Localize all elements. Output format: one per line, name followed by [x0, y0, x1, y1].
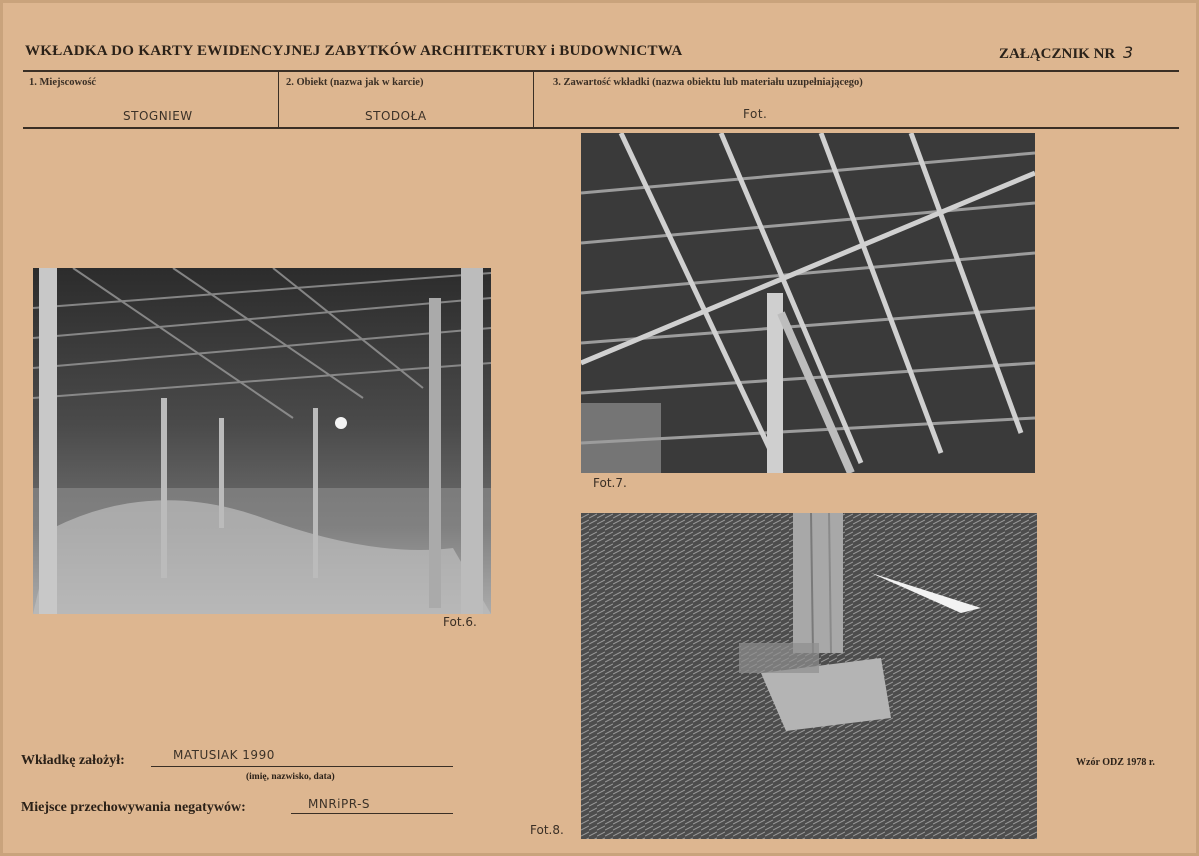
- created-by-line: [151, 766, 453, 767]
- photo-6-barn-interior: [33, 268, 491, 614]
- negatives-location-value: MNRiPR-S: [308, 797, 371, 811]
- negatives-location-label: Miejsce przechowywania negatywów:: [21, 800, 246, 815]
- attachment-label-text: ZAŁĄCZNIK NR: [999, 46, 1116, 62]
- content-label: 3. Zawartość wkładki (nazwa obiektu lub materiału uzupełniającego): [553, 77, 863, 88]
- locality-value: STOGNIEW: [123, 109, 193, 123]
- form-template-id: Wzór ODZ 1978 r.: [1076, 757, 1155, 768]
- created-by-label: Wkładkę założył:: [21, 753, 125, 768]
- card-title: WKŁADKA DO KARTY EWIDENCYJNEJ ZABYTKÓW ARCHITEKTURY i BUDOWNICTWA: [25, 43, 683, 59]
- created-by-hint: (imię, nazwisko, data): [246, 772, 335, 782]
- content-value: Fot.: [743, 107, 768, 121]
- object-value: STODOŁA: [365, 109, 427, 123]
- object-label: 2. Obiekt (nazwa jak w karcie): [286, 77, 424, 88]
- created-by-value: MATUSIAK 1990: [173, 748, 275, 762]
- field-divider-2: [533, 71, 534, 127]
- header-top-rule: [23, 70, 1179, 72]
- photo-8-caption: Fot.8.: [530, 823, 564, 837]
- locality-label: 1. Miejscowość: [29, 77, 97, 88]
- photo-7-caption: Fot.7.: [593, 476, 627, 490]
- photo-8-post-footing: [581, 513, 1037, 839]
- negatives-location-line: [291, 813, 453, 814]
- attachment-number: 3: [1123, 43, 1134, 62]
- photo-6-image: [33, 268, 491, 614]
- photo-8-image: [581, 513, 1037, 839]
- field-divider-1: [278, 71, 279, 127]
- photo-6-caption: Fot.6.: [443, 615, 477, 629]
- photo-7-roof-truss: [581, 133, 1035, 473]
- header-bottom-rule: [23, 127, 1179, 129]
- attachment-label: [999, 43, 1133, 63]
- photo-7-image: [581, 133, 1035, 473]
